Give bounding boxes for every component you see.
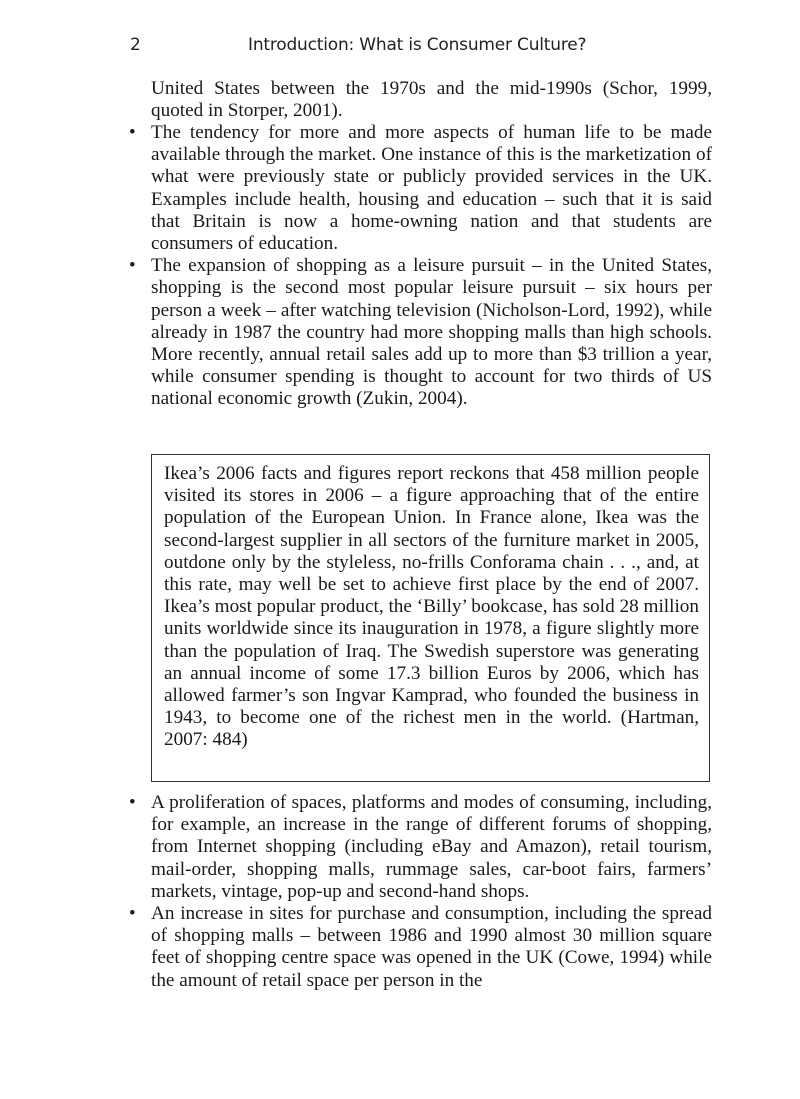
boxed-excerpt-text: Ikea’s 2006 facts and figures report reckons that 458 million people visited its stores in 2006 – a figure approaching that of the entire population of the European Union. In France alone, Ikea was the second-largest supplier in all sectors of the furniture market in 2005, outdone only by the styleless, no-frills Conforama chain . . ., and, at this rate, may well be set to achieve first place by the end of 2007. Ikea’s most popular product, the ‘Billy’ bookcase, has sold 28 million units worldwide since its inauguration in 1978, a figure slightly more than the population of Iraq. The Swedish superstore was generating an annual income of some 17.3 billion Euros by 2006, which has allowed farmer’s son Ingvar Kamprad, who founded the business in 1943, to become one of the richest men in the world. (Hartman, 2007: 484) bbox=[164, 463, 699, 751]
list-item bbox=[129, 792, 712, 903]
running-title: Introduction: What is Consumer Culture? bbox=[248, 35, 587, 55]
bullet-text: The expansion of shopping as a leisure pursuit – in the United States, shopping is the second most popular leisure pursuit – six hours per person a week – after watching television (Nicholson-Lord, 1992), while already in 1987 the country had more shopping malls than high schools. More recently, annual retail sales add up to more than $3 trillion a year, while consumer spending is thought to account for two thirds of US national economic growth (Zukin, 2004). bbox=[151, 255, 712, 410]
bullet-icon: • bbox=[129, 792, 136, 813]
list-item bbox=[129, 255, 712, 410]
list-item bbox=[129, 903, 712, 992]
bullet-list-after-box bbox=[129, 792, 712, 992]
continuation-paragraph: United States between the 1970s and the mid-1990s (Schor, 1999, quoted in Storper, 2001). bbox=[151, 78, 712, 122]
bullet-text: An increase in sites for purchase and consumption, including the spread of shopping malls – between 1986 and 1990 almost 30 million square feet of shopping centre space was opened in the UK (Cowe, 1994) while the amount of retail space per person in the bbox=[151, 903, 712, 991]
list-item bbox=[129, 122, 712, 255]
bullet-text: A proliferation of spaces, platforms and modes of consuming, including, for example, an increase in the range of different forums of shopping, from Internet shopping (including eBay and Amazon), retail tourism, mail-order, shopping malls, rummage sales, car-boot fairs, farmers’ markets, vintage, pop-up and second-hand shops. bbox=[151, 792, 712, 902]
bullet-text: The tendency for more and more aspects of human life to be made available through the market. One instance of this is the marketization of what were previously state or publicly provided services in the UK. Examples include health, housing and education – such that it is said that Britain is now a home-owning nation and that students are consumers of education. bbox=[151, 122, 712, 255]
bullet-icon: • bbox=[129, 122, 136, 143]
bullet-list-before-box bbox=[129, 122, 712, 411]
running-header bbox=[0, 33, 800, 59]
page-number: 2 bbox=[130, 35, 141, 55]
bullet-icon: • bbox=[129, 903, 136, 925]
boxed-excerpt bbox=[151, 454, 710, 782]
bullet-icon: • bbox=[129, 255, 136, 277]
